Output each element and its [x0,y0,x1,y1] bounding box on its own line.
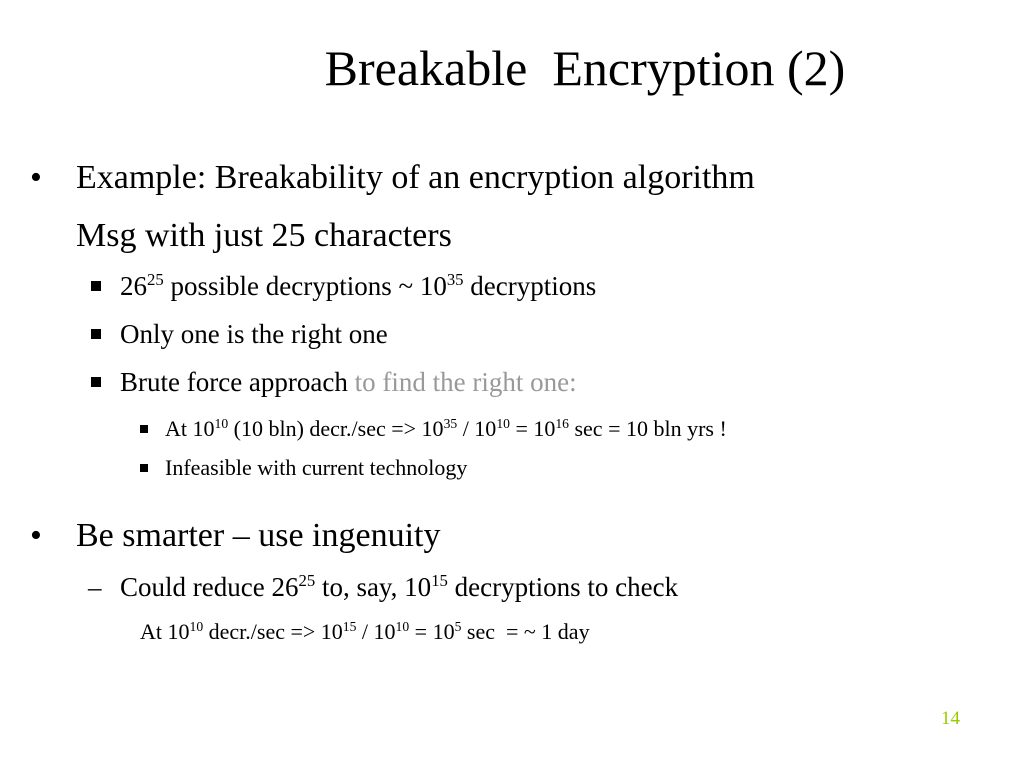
dash-bullet-marker: – [88,572,102,602]
slide-title: Breakable Encryption (2) [324,40,846,96]
bullet-1-continuation: Msg with just 25 characters [76,217,452,254]
square-bullet-icon [140,425,148,433]
square-bullet-icon [91,281,101,291]
sub-bullet-decryptions: $26^{25}$ possible decryptions ~ $10^{35}$ decryptions [120,270,597,301]
bullet-1-marker: • [30,159,42,196]
sub-sub-bullet-at-rate: At $10^{10}$ (10 bln) decr./sec => $10^{35} / 10^{10} = 10^{16}$ sec = 10 bln yrs ! [165,416,727,441]
bullet-1-text: Example: Breakability of an encryption algorithm [76,159,755,196]
square-bullet-icon [140,464,148,472]
page-number: 14 [941,708,960,729]
sub-bullet-brute-force: Brute force approach to find the right one: [120,367,577,397]
sub-sub-bullet-infeasible: Infeasible with current technology [165,455,468,480]
bullet-2-marker: • [30,517,42,554]
square-bullet-icon [91,329,101,339]
bullet-2-text: Be smarter – use ingenuity [76,517,441,554]
sub-bullet-only-one: Only one is the right one [120,319,388,349]
square-bullet-icon [91,377,101,387]
dash-bullet-could-reduce: Could reduce $26^{25}$ to, say, $10^{15}$ decryptions to check [120,571,679,602]
dash-bullet-continuation: At $10^{10}$ decr./sec => $10^{15} / 10^{10} = 10^5$ sec = ~ 1 day [140,619,590,644]
